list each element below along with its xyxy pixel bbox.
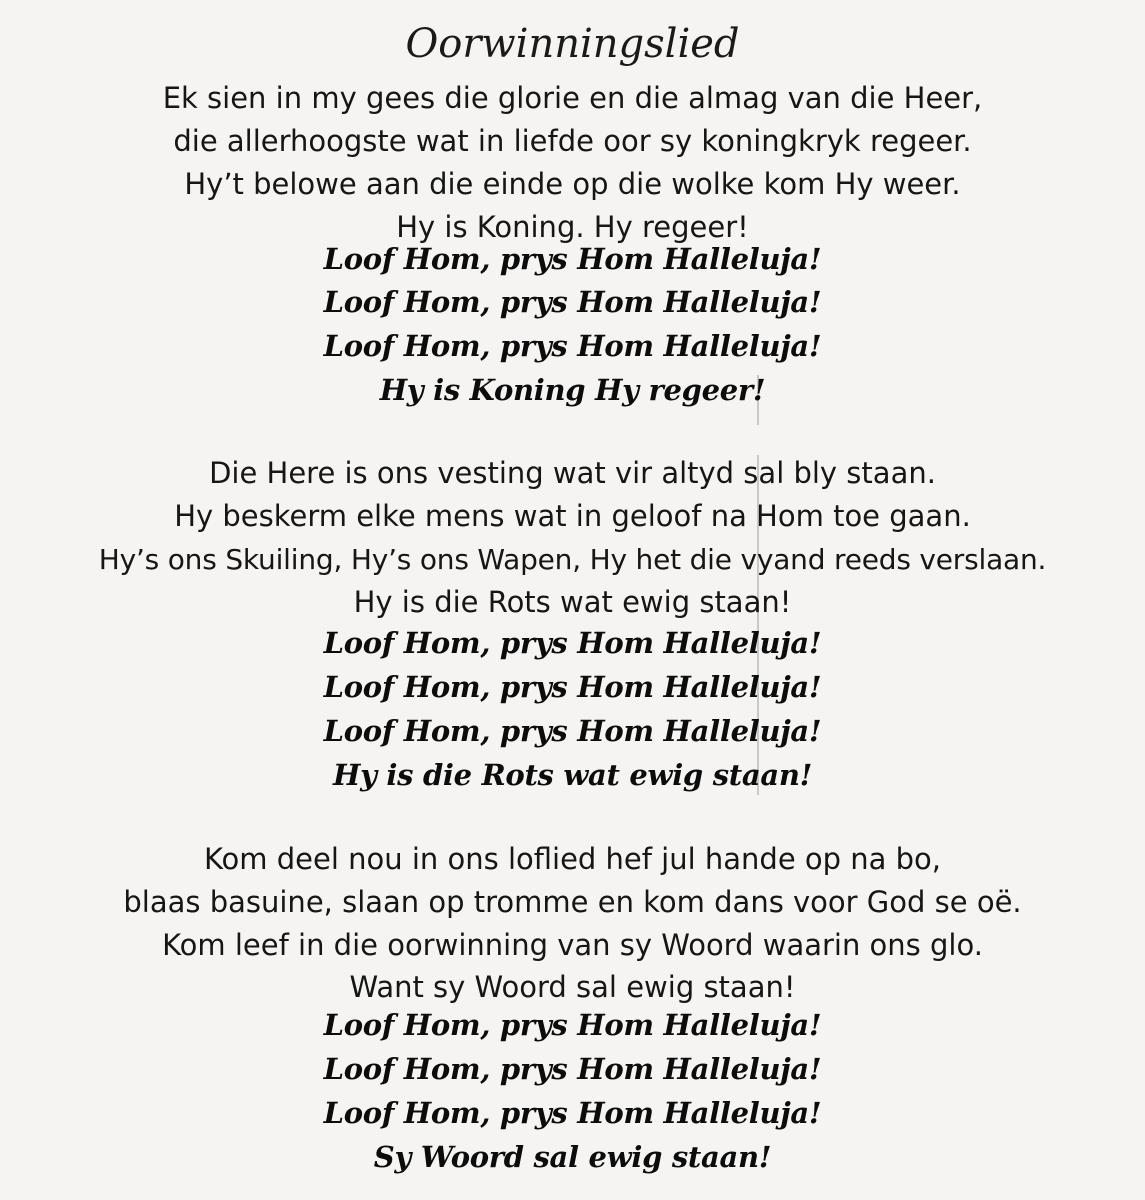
verse-3-line-4: Want sy Woord sal ewig staan! — [349, 970, 796, 1004]
chorus-3-line-1: Loof Hom, prys Hom Halleluja! — [323, 1008, 822, 1042]
verse-1-line-2: die allerhoogste wat in liefde oor sy koningkryk regeer. — [173, 124, 972, 158]
chorus-1-line-2: Loof Hom, prys Hom Halleluja! — [323, 285, 822, 319]
chorus-2-line-2: Loof Hom, prys Hom Halleluja! — [323, 670, 822, 704]
chorus-3-line-3: Loof Hom, prys Hom Halleluja! — [323, 1096, 822, 1130]
verse-1-line-1: Ek sien in my gees die glorie en die almag van die Heer, — [162, 81, 983, 115]
song-title: Oorwinningslied — [405, 21, 740, 67]
chorus-3-line-2: Loof Hom, prys Hom Halleluja! — [323, 1052, 822, 1086]
chorus-2-line-1: Loof Hom, prys Hom Halleluja! — [323, 626, 822, 660]
verse-2-line-4: Hy is die Rots wat ewig staan! — [353, 585, 792, 619]
verse-1-line-4: Hy is Koning. Hy regeer! — [396, 210, 749, 244]
chorus-2-line-4: Hy is die Rots wat ewig staan! — [332, 758, 813, 792]
verse-2-line-1: Die Here is ons vesting wat vir altyd sal bly staan. — [209, 456, 936, 490]
chorus-2-line-3: Loof Hom, prys Hom Halleluja! — [323, 714, 822, 748]
verse-3-line-1: Kom deel nou in ons loflied hef jul hande op na bo, — [203, 842, 942, 876]
verse-3-line-3: Kom leef in die oorwinning van sy Woord waarin ons glo. — [162, 928, 983, 962]
scan-crease — [757, 455, 759, 795]
chorus-1-line-1: Loof Hom, prys Hom Halleluja! — [323, 242, 822, 276]
chorus-3-line-4: Sy Woord sal ewig staan! — [373, 1140, 772, 1174]
verse-2-line-2: Hy beskerm elke mens wat in geloof na Hom toe gaan. — [174, 499, 971, 533]
verse-2-line-3: Hy’s ons Skuiling, Hy’s ons Wapen, Hy het die vyand reeds verslaan. — [98, 543, 1047, 576]
verse-3-line-2: blaas basuine, slaan op tromme en kom dans voor God se oë. — [123, 885, 1022, 919]
verse-1-line-3: Hy’t belowe aan die einde op die wolke kom Hy weer. — [184, 167, 961, 201]
chorus-1-line-4: Hy is Koning Hy regeer! — [379, 373, 766, 407]
scan-crease — [757, 375, 759, 425]
chorus-1-line-3: Loof Hom, prys Hom Halleluja! — [323, 329, 822, 363]
